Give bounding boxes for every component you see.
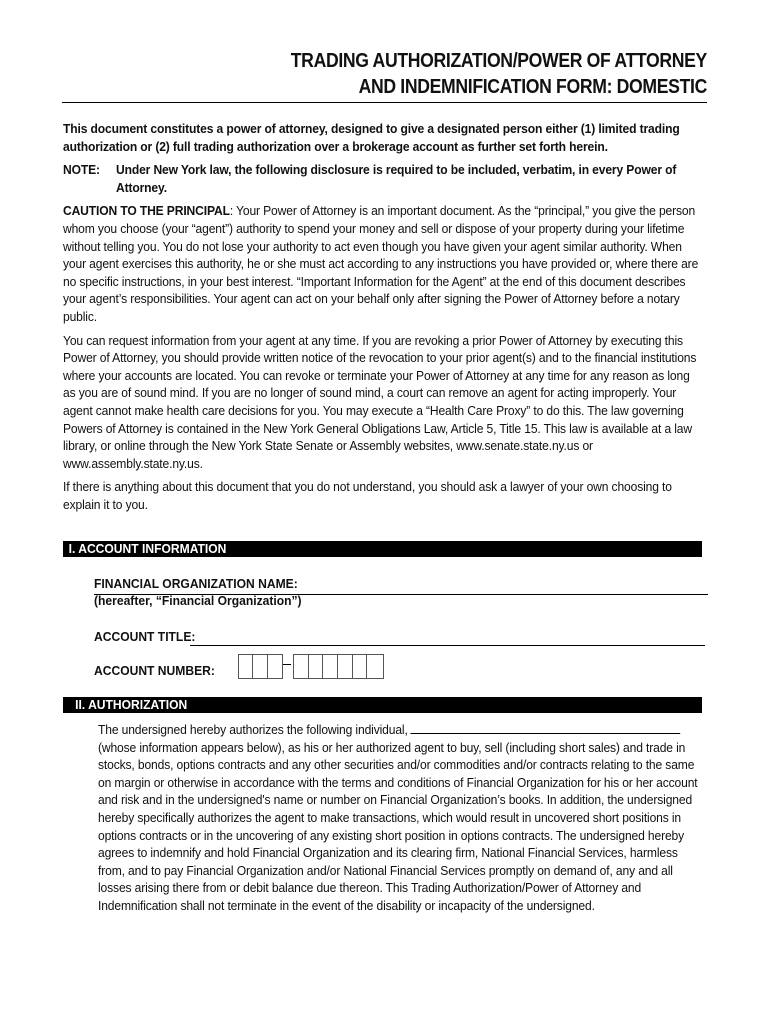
- account-digit-box[interactable]: [294, 655, 309, 678]
- account-digit-box[interactable]: [367, 655, 383, 678]
- account-number-prefix-boxes[interactable]: [238, 654, 283, 679]
- org-name-input[interactable]: [320, 577, 705, 593]
- title-divider: [62, 102, 707, 103]
- org-name-sublabel: (hereafter, “Financial Organization”): [94, 593, 302, 608]
- account-number-label: ACCOUNT NUMBER:: [94, 663, 215, 678]
- revoke-paragraph: You can request information from your agent at any time. If you are revoking a prior Power of Attorney by executing this Power of Attorney, you should provide written notice of the revocation to your prior agent(s) and to the financial institutions where your accounts are located. You can revoke or terminate your Power of Attorney at any time for any reason as long as you are of sound mind. If you are no longer of sound mind, a court can remove an agent for acting improperly. Your agent cannot make health care decisions for you. You may execute a “Health Care Proxy” to do this. The law governing Powers of Attorney is contained in the New York General Obligations Law, Article 5, Title 15. This law is available at a law library, or online through the New York State Senate or Assembly websites, www.senate.state.ny.us or www.assembly.state.ny.us.: [63, 332, 697, 471]
- caution-paragraph: [63, 202, 703, 325]
- account-title-input[interactable]: [200, 630, 700, 645]
- section-account-information-heading: I. ACCOUNT INFORMATION: [63, 541, 702, 557]
- form-title-line1: TRADING AUTHORIZATION/POWER OF ATTORNEY: [290, 49, 707, 72]
- account-title-underline: [190, 645, 705, 646]
- form-title-line2: AND INDEMNIFICATION FORM: DOMESTIC: [358, 75, 707, 98]
- account-digit-box[interactable]: [309, 655, 324, 678]
- account-number-dash: [283, 664, 291, 665]
- caution-label: CAUTION TO THE PRINCIPAL: [63, 203, 230, 219]
- org-name-label: FINANCIAL ORGANIZATION NAME:: [94, 576, 298, 591]
- org-name-underline: [94, 594, 708, 595]
- note: [63, 161, 703, 196]
- account-number-field: [94, 662, 224, 679]
- account-number-suffix-boxes[interactable]: [293, 654, 384, 679]
- account-digit-box[interactable]: [253, 655, 267, 678]
- form-title: [291, 48, 707, 100]
- authorization-body: (whose information appears below), as his or her authorized agent to buy, sell (including short sales) and trade in stocks, bonds, options contracts and any other securities and/or commodities and/or contracts relating to the same on margin or otherwise in accordance with the terms and conditions of Financial Organization for his or her account and risk and in the undersigned's name or number on Financial Organization’s books. In addition, the undersigned hereby specifically authorizes the agent to make transactions, which would result in uncovered short positions in options contracts or in the uncovering of any existing short position in options contracts. The undersigned hereby agrees to indemnify and hold Financial Organization and its clearing firm, National Financial Services, harmless from, and to pay Financial Organization and/or National Financial Services promptly on demand of, any and all losses arising there from or debit balance due thereon. This Trading Authorization/Power of Attorney and Indemnification shall not terminate in the event of the disability or incapacity of the undersigned.: [98, 739, 698, 913]
- account-title-field: [94, 628, 203, 645]
- lawyer-paragraph: If there is anything about this document that you do not understand, you should ask a lawyer of your own choosing to explain it to you.: [63, 479, 672, 512]
- account-digit-box[interactable]: [239, 655, 253, 678]
- intro-lead: This document constitutes a power of attorney, designed to give a designated person either (1) limited trading authorization or (2) full trading authorization over a brokerage account as further set forth herein.: [63, 121, 680, 154]
- section-authorization-heading: II. AUTHORIZATION: [63, 697, 702, 713]
- authorization-section: [98, 721, 748, 915]
- note-text: Under New York law, the following disclosure is required to be included, verbatim, in every Power of Attorney.: [116, 162, 677, 195]
- authorization-text: [98, 721, 703, 915]
- account-digit-box[interactable]: [323, 655, 338, 678]
- account-digit-box[interactable]: [268, 655, 282, 678]
- org-name-field: [94, 575, 317, 609]
- intro-section: [63, 120, 703, 519]
- caution-text: : Your Power of Attorney is an important document. As the “principal,” you give the person whom you choose (your “agent”) authority to spend your money and sell or dispose of your property during your lifetime without telling you. You do not lose your authority to act even though you have given your agent similar authority. When your agent exercises this authority, he or she must act according to any instructions you have provided or, where there are no specific instructions, in your best interest. “Important Information for the Agent” at the end of this document describes your agent’s responsibilities. Your agent can act on your behalf only after signing the Power of Attorney before a notary public.: [63, 203, 699, 324]
- account-title-label: ACCOUNT TITLE:: [94, 629, 196, 644]
- authorization-lead: The undersigned hereby authorizes the following individual,: [98, 722, 408, 737]
- account-digit-box[interactable]: [353, 655, 368, 678]
- note-label: NOTE:: [63, 162, 100, 178]
- agent-name-blank[interactable]: [411, 721, 681, 734]
- account-digit-box[interactable]: [338, 655, 353, 678]
